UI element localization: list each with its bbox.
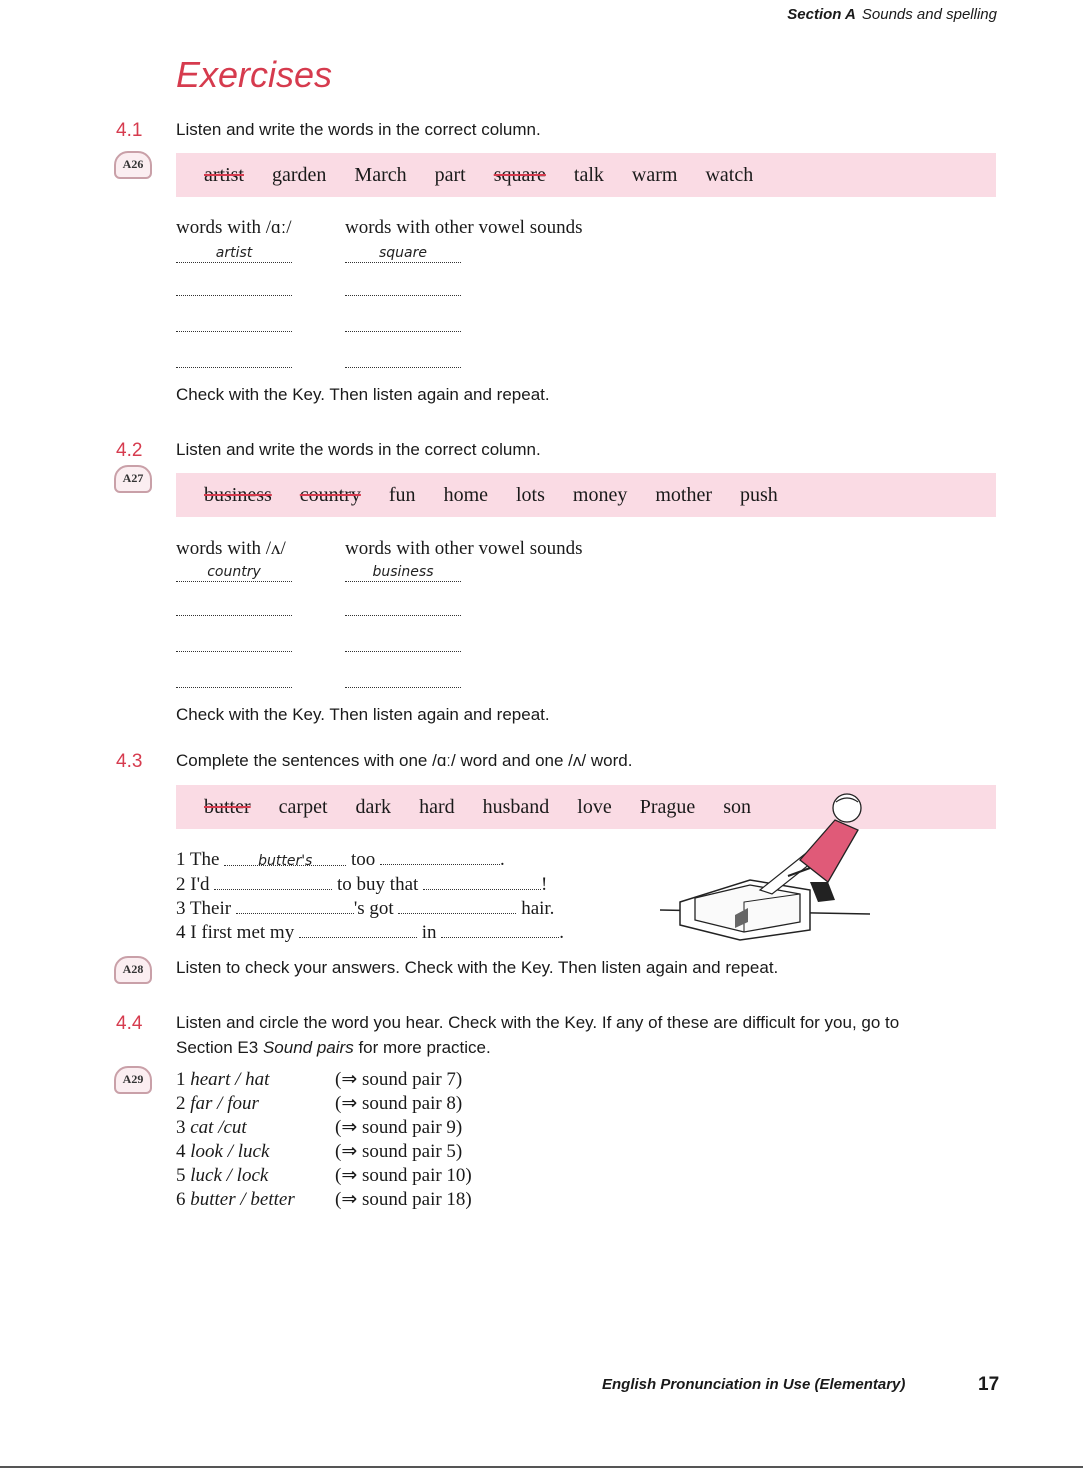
word-pair[interactable]: butter / better <box>190 1189 295 1210</box>
sentence-text: Their <box>189 898 232 919</box>
answer-line[interactable] <box>345 563 461 582</box>
sound-pair-ref: (⇒ sound pair 10) <box>335 1165 472 1186</box>
word-box-item: lots <box>516 483 545 506</box>
pair-row <box>176 1140 462 1163</box>
word-pair[interactable]: cat /cut <box>190 1117 247 1138</box>
exercise-4-2-instruction: Listen and write the words in the correct column. <box>176 440 541 459</box>
check-instruction: Check with the Key. Then listen again and repeat. <box>176 705 550 724</box>
sentence-4 <box>176 921 564 944</box>
exercise-number-4-4: 4.4 <box>116 1013 143 1034</box>
answer-blank[interactable] <box>441 921 559 938</box>
answer-blank[interactable] <box>380 848 500 865</box>
answer-line[interactable] <box>345 244 461 263</box>
pair-row <box>176 1164 472 1187</box>
page-number: 17 <box>978 1374 1000 1395</box>
check-instruction: Check with the Key. Then listen again and repeat. <box>176 385 550 404</box>
word-box-item: butter <box>204 795 251 818</box>
word-box-item: home <box>443 483 488 506</box>
word-box-item: artist <box>204 163 244 186</box>
word-pair[interactable]: look / luck <box>190 1141 270 1162</box>
exercise-number-4-2: 4.2 <box>116 440 143 461</box>
word-box-item: carpet <box>278 795 328 818</box>
sentence-number: 1 <box>176 849 186 870</box>
handwritten-answer: square <box>378 245 427 261</box>
answer-blank[interactable] <box>224 849 346 869</box>
answer-line[interactable] <box>176 563 292 582</box>
sound-pair-ref: (⇒ sound pair 5) <box>335 1141 463 1162</box>
word-box-4-1 <box>176 153 996 197</box>
sound-pair-ref: (⇒ sound pair 7) <box>335 1069 463 1090</box>
sentence-number: 2 <box>176 874 186 895</box>
word-box-item: business <box>204 483 272 506</box>
sentence-text: ! <box>541 874 548 895</box>
answer-line[interactable] <box>176 597 292 616</box>
check-instruction: Listen to check your answers. Check with the Key. Then listen again and repeat. <box>176 958 779 977</box>
word-box-item: talk <box>573 163 604 186</box>
pair-row <box>176 1116 462 1139</box>
pair-row <box>176 1188 472 1211</box>
handwritten-answer: butter's <box>258 853 313 869</box>
word-box-item: fun <box>388 483 416 506</box>
word-box-item: square <box>493 163 546 186</box>
sentence-text: in <box>421 922 437 943</box>
answer-line[interactable] <box>176 349 292 368</box>
running-header <box>787 6 997 23</box>
sentence-text: I first met my <box>190 922 295 943</box>
exercise-4-4-instruction-cont <box>176 1038 491 1058</box>
word-box-item: hard <box>419 795 455 818</box>
word-box-item: son <box>723 795 752 818</box>
column-header-other: words with other vowel sounds <box>345 538 583 559</box>
audio-track-icon[interactable]: A28 <box>114 956 152 984</box>
answer-line[interactable] <box>176 277 292 296</box>
column-header-uh: words with /ʌ/ <box>176 538 286 559</box>
audio-track-icon[interactable]: A26 <box>114 151 152 179</box>
exercise-4-3-instruction: Complete the sentences with one /ɑː/ word and one /ʌ/ word. <box>176 751 633 770</box>
sentence-text: hair. <box>521 898 555 919</box>
answer-line[interactable] <box>345 349 461 368</box>
column-header-aa: words with /ɑː/ <box>176 217 292 238</box>
word-box-item: March <box>354 163 407 186</box>
pair-number: 4 <box>176 1141 186 1162</box>
word-box-item: warm <box>631 163 678 186</box>
audio-track-icon[interactable]: A29 <box>114 1066 152 1094</box>
section-ref-title: Sound pairs <box>262 1038 354 1057</box>
sentence-text: too <box>350 849 376 870</box>
sentence-number: 3 <box>176 898 186 919</box>
answer-line[interactable] <box>345 597 461 616</box>
word-box-item: country <box>299 483 361 506</box>
answer-blank[interactable] <box>423 873 541 890</box>
section-ref: Section E3 <box>176 1038 259 1057</box>
exercise-4-1-instruction: Listen and write the words in the correct column. <box>176 120 541 139</box>
answer-line[interactable] <box>176 244 292 263</box>
sentence-text: 's got <box>353 898 394 919</box>
exercise-number-4-1: 4.1 <box>116 120 143 141</box>
instruction-text: for more practice. <box>358 1038 491 1057</box>
answer-line[interactable] <box>345 633 461 652</box>
sentence-2 <box>176 873 547 896</box>
answer-line[interactable] <box>176 633 292 652</box>
word-box-item: part <box>434 163 466 186</box>
answer-line[interactable] <box>345 277 461 296</box>
pair-number: 2 <box>176 1093 186 1114</box>
sentence-text: The <box>189 849 220 870</box>
sentence-text: . <box>559 922 564 943</box>
sentence-text: I'd <box>190 874 210 895</box>
word-pair[interactable]: heart / hat <box>190 1069 270 1090</box>
bottom-edge <box>0 1466 1083 1468</box>
word-box-item: love <box>577 795 612 818</box>
sound-pair-ref: (⇒ sound pair 18) <box>335 1189 472 1210</box>
sound-pair-ref: (⇒ sound pair 8) <box>335 1093 463 1114</box>
answer-line[interactable] <box>176 669 292 688</box>
exercise-number-4-3: 4.3 <box>116 751 143 772</box>
section-label: Section A <box>787 6 856 23</box>
sentence-text: to buy that <box>337 874 419 895</box>
section-topic: Sounds and spelling <box>861 6 997 23</box>
sentence-3 <box>176 897 554 920</box>
word-box-item: husband <box>482 795 550 818</box>
answer-blank[interactable] <box>299 921 417 938</box>
pair-number: 6 <box>176 1189 186 1210</box>
pair-number: 1 <box>176 1069 186 1090</box>
word-box-item: mother <box>655 483 712 506</box>
sound-pair-ref: (⇒ sound pair 9) <box>335 1117 463 1138</box>
sentence-1 <box>176 848 505 871</box>
answer-blank[interactable] <box>398 897 516 914</box>
answer-line[interactable] <box>176 313 292 332</box>
word-box-item: watch <box>705 163 754 186</box>
answer-blank[interactable] <box>236 897 354 914</box>
butter-cutting-illustration <box>660 790 875 950</box>
word-box-item: push <box>740 483 778 506</box>
page-title: Exercises <box>176 54 333 95</box>
word-box-item: garden <box>272 163 327 186</box>
handwritten-answer: business <box>372 564 434 580</box>
word-box-item: dark <box>355 795 392 818</box>
handwritten-answer: country <box>207 564 261 580</box>
handwritten-answer: artist <box>215 245 253 261</box>
pair-number: 5 <box>176 1165 186 1186</box>
answer-blank[interactable] <box>214 873 332 890</box>
sentence-text: . <box>500 849 505 870</box>
answer-line[interactable] <box>345 313 461 332</box>
exercise-4-4-instruction: Listen and circle the word you hear. Check with the Key. If any of these are difficult for you, go to <box>176 1013 900 1032</box>
word-pair[interactable]: far / four <box>190 1093 259 1114</box>
sentence-number: 4 <box>176 922 186 943</box>
pair-number: 3 <box>176 1117 186 1138</box>
word-pair[interactable]: luck / lock <box>190 1165 269 1186</box>
word-box-item: money <box>572 483 628 506</box>
answer-line[interactable] <box>345 669 461 688</box>
pair-row <box>176 1068 462 1091</box>
column-header-other: words with other vowel sounds <box>345 217 583 238</box>
word-box-item: Prague <box>639 795 696 818</box>
book-title: English Pronunciation in Use (Elementary) <box>602 1376 906 1393</box>
audio-track-icon[interactable]: A27 <box>114 465 152 493</box>
pair-row <box>176 1092 462 1115</box>
word-box-4-2 <box>176 473 996 517</box>
